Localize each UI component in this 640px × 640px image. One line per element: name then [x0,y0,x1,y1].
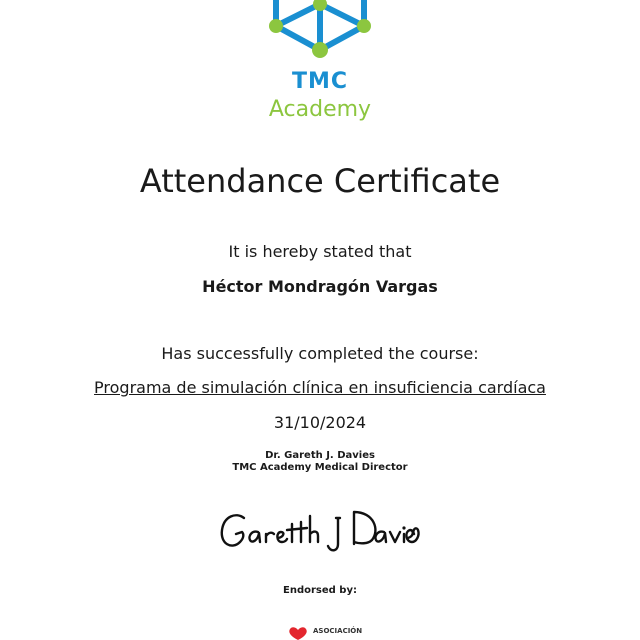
course-name: Programa de simulación clínica en insuficiencia cardíaca [94,378,546,397]
completion-date: 31/10/2024 [273,413,367,432]
endorsed-by-label: Endorsed by: [283,585,357,596]
completion-text: Has successfully completed the course: [161,344,479,363]
endorser-name: ASOCIACIÓN [313,627,363,635]
signatory-role: TMC Academy Medical Director [232,462,408,473]
recipient-name: Héctor Mondragón Vargas [202,277,438,296]
signatory-name: Dr. Gareth J. Davies [265,450,375,461]
certificate-title: Attendance Certificate [139,162,501,200]
logo-wordmark-tmc: TMC [291,69,349,94]
statement-text: It is hereby stated that [228,242,412,261]
handwritten-signature [214,500,426,560]
logo-wordmark-academy: Academy [268,97,372,122]
molecule-network-icon [262,0,378,64]
